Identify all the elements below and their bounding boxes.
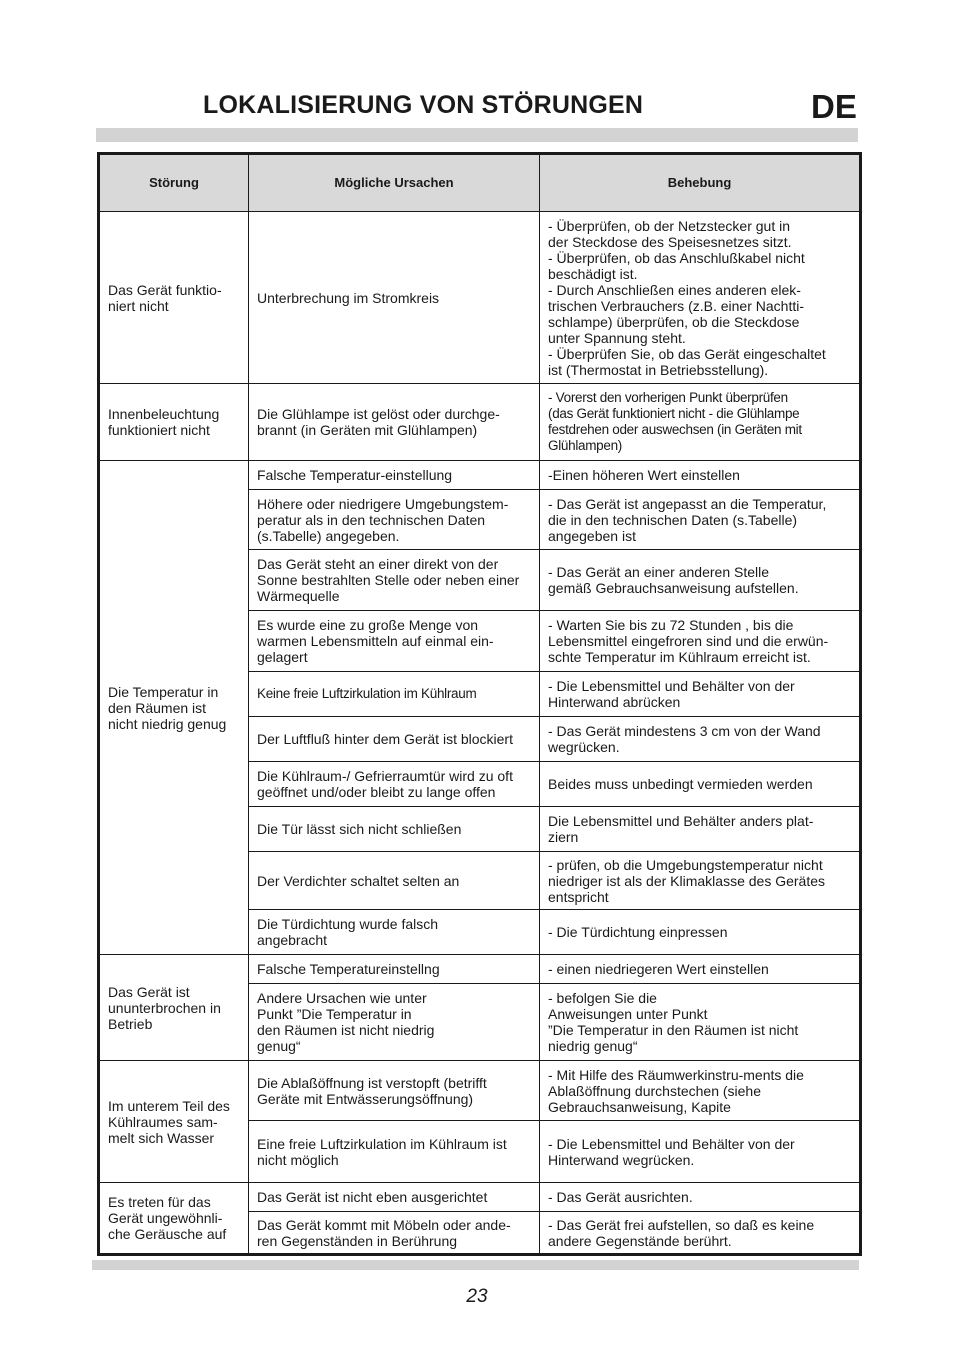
table-row [99,384,861,461]
cause-text: Andere Ursachen wie unter Punkt ”Die Temperatur in den Räumen ist nicht niedrig genug“ [257,990,435,1054]
language-code: DE [811,88,857,125]
table-row [99,1061,861,1121]
cause-text: Die Kühlraum-/ Gefrierraumtür wird zu oft geöffnet und/oder bleibt zu lange offen [257,768,513,800]
table-row [99,461,861,490]
cause-text: Das Gerät ist nicht eben ausgerichtet [257,1189,488,1205]
column-header-symptom: Störung [99,154,249,212]
symptom-text: Es treten für das Gerät ungewöhnli- che Geräusche auf [108,1194,227,1242]
cause-text: Eine freie Luftzirkulation im Kühlraum ist nicht möglich [257,1135,507,1168]
cause-text: Die Tür lässt sich nicht schließen [257,821,462,837]
remedy-text: - Die Lebensmittel und Behälter von der Hinterwand abrücken [548,678,795,710]
cause-cell [249,384,540,461]
symptom-cell [99,212,249,384]
cause-cell [249,762,540,807]
cause-text: Falsche Temperatureinstellng [257,961,440,977]
remedy-text: - Überprüfen, ob der Netzstecker gut in der Steckdose des Speisesnetzes sitzt. - Überprüfen, ob das Anschlußkabel nicht beschädigt ist. - Durch Anschließen eines anderen elek- trischen Verbrauchers (z.B. einer Nachtti- schlampe) überprüfen, ob die Steckdose unter Spannung steht. - Überprüfen Sie, ob das Gerät eingeschaltet ist (Thermostat in Betriebsstellung). [548,217,826,378]
remedy-text: - Die Türdichtung einpressen [548,924,728,940]
remedy-text: Beides muss unbedingt vermieden werden [548,776,813,792]
remedy-text: - einen niedriegeren Wert einstellen [548,961,769,977]
symptom-cell [99,384,249,461]
symptom-text: Im unterem Teil des Kühlraumes sam- melt sich Wasser [108,1097,230,1146]
remedy-cell [540,461,861,490]
remedy-cell [540,1121,861,1183]
cause-text: Es wurde eine zu große Menge von warmen Lebensmitteln auf einmal ein- gelagert [257,617,494,665]
cause-text: Unterbrechung im Stromkreis [257,289,440,306]
cause-cell [249,611,540,672]
remedy-cell [540,910,861,955]
remedy-cell [540,1061,861,1121]
remedy-text: - Die Lebensmittel und Behälter von der Hinterwand wegrücken. [548,1135,795,1168]
column-header-remedy: Behebung [540,154,861,212]
cause-cell [249,490,540,550]
cause-cell [249,1061,540,1121]
remedy-text: - befolgen Sie die Anweisungen unter Punkt ”Die Temperatur in den Räumen ist nicht niedrig genug“ [548,990,799,1054]
remedy-cell [540,611,861,672]
remedy-cell [540,1183,861,1212]
cause-cell [249,717,540,762]
symptom-cell [99,1183,249,1255]
cause-cell [249,955,540,984]
column-header-causes: Mögliche Ursachen [249,154,540,212]
cause-cell [249,984,540,1061]
remedy-cell [540,807,861,852]
page-number: 23 [466,1286,488,1307]
remedy-text: - Mit Hilfe des Räumwerkinstru-ments die Ablaßöffnung durchstechen (siehe Gebrauchsanweisung, Kapite [548,1066,804,1115]
symptom-cell [99,955,249,1061]
remedy-cell [540,717,861,762]
cause-text: Keine freie Luftzirkulation im Kühlraum [257,686,477,701]
cause-cell [249,1212,540,1255]
cause-cell [249,212,540,384]
cause-cell [249,461,540,490]
remedy-text: Die Lebensmittel und Behälter anders plat- ziern [548,813,814,845]
symptom-text: Innenbeleuchtung funktioniert nicht [108,406,220,438]
page-title: LOKALISIERUNG VON STÖRUNGEN [203,91,644,119]
cause-text: Das Gerät steht an einer direkt von der Sonne bestrahlten Stelle oder neben einer Wärmequelle [257,556,520,604]
symptom-text: Die Temperatur in den Räumen ist nicht niedrig genug [108,683,227,732]
table-row [99,212,861,384]
cause-text: Der Verdichter schaltet selten an [257,872,460,889]
cause-text: Die Türdichtung wurde falsch angebracht [257,916,439,948]
cause-cell [249,672,540,717]
remedy-cell [540,852,861,910]
footer-divider-bar [92,1260,859,1270]
cause-text: Die Ablaßöffnung ist verstopft (betrifft Geräte mit Entwässerungsöffnung) [257,1074,487,1107]
remedy-text: - Das Gerät an einer anderen Stelle gemäß Gebrauchsanweisung aufstellen. [548,564,799,596]
table-row [99,955,861,984]
troubleshooting-table [97,152,862,1256]
table-header-row [99,154,861,212]
cause-text: Falsche Temperatur-einstellung [257,467,453,483]
cause-text: Die Glühlampe ist gelöst oder durchge- brannt (in Geräten mit Glühlampen) [257,406,500,438]
cause-cell [249,910,540,955]
remedy-cell [540,955,861,984]
remedy-text: - Das Gerät frei aufstellen, so daß es keine andere Gegenstände berührt. [548,1216,815,1249]
remedy-text: - Das Gerät ist angepasst an die Temperatur, die in den technischen Daten (s.Tabelle) angegeben ist [548,495,827,544]
remedy-cell [540,490,861,550]
symptom-cell [99,461,249,955]
symptom-text: Das Gerät ist ununterbrochen in Betrieb [108,983,221,1032]
cause-text: Höhere oder niedrigere Umgebungstem- peratur als in den technischen Daten (s.Tabelle) angegeben. [257,495,509,544]
cause-cell [249,852,540,910]
header-divider-bar [96,128,858,142]
cause-cell [249,807,540,852]
remedy-cell [540,984,861,1061]
remedy-text: - prüfen, ob die Umgebungstemperatur nicht niedriger ist als der Klimaklasse des Gerätes entspricht [548,856,826,905]
remedy-text: - Das Gerät mindestens 3 cm von der Wand wegrücken. [548,723,821,755]
remedy-cell [540,550,861,611]
remedy-text: - Warten Sie bis zu 72 Stunden , bis die Lebensmittel eingefroren sind und die erwün- schte Temperatur im Kühlraum erreicht ist. [548,617,829,665]
remedy-cell [540,672,861,717]
remedy-cell [540,1212,861,1255]
cause-cell [249,550,540,611]
cause-cell [249,1183,540,1212]
remedy-cell [540,212,861,384]
cause-text: Das Gerät kommt mit Möbeln oder ande- ren Gegenständen in Berührung [257,1216,511,1249]
remedy-text: -Einen höheren Wert einstellen [548,467,740,483]
remedy-text: - Vorerst den vorherigen Punkt überprüfen (das Gerät funktioniert nicht - die Glühlampe festdrehen oder auswechsen (in Geräten mit Glühlampen) [548,390,802,453]
symptom-cell [99,1061,249,1183]
remedy-cell [540,762,861,807]
table-row [99,1183,861,1212]
symptom-text: Das Gerät funktio- niert nicht [108,281,222,314]
remedy-cell [540,384,861,461]
remedy-text: - Das Gerät ausrichten. [548,1189,693,1205]
cause-cell [249,1121,540,1183]
cause-text: Der Luftfluß hinter dem Gerät ist blockiert [257,731,513,747]
